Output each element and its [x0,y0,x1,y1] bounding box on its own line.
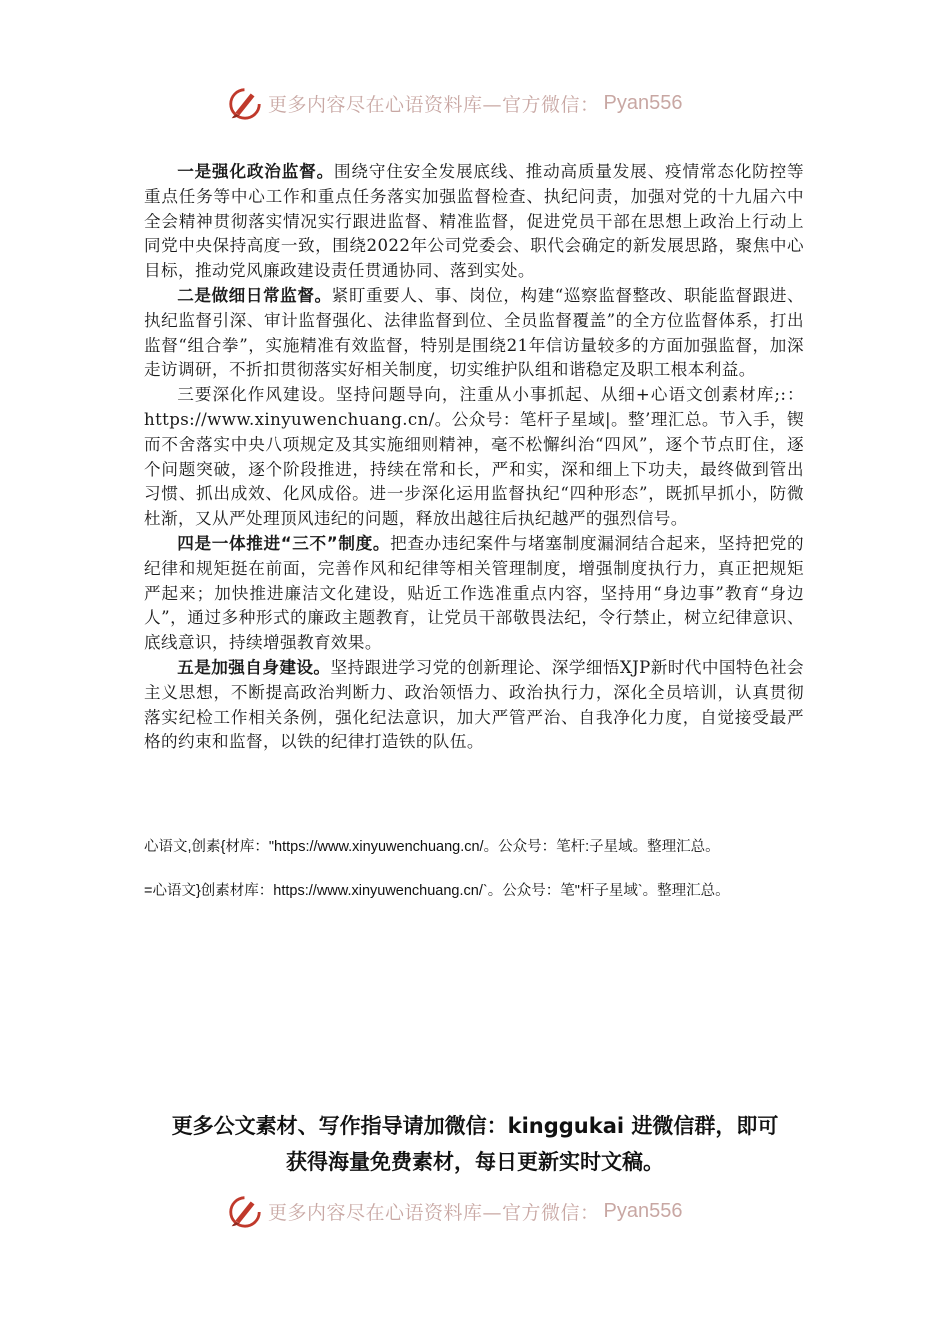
promo-block [100,1108,850,1180]
paragraph-text: 把查办违纪案件与堵塞制度漏洞结合起来，坚持把党的纪律和规矩挺在前面，完善作风和纪律等相关管理制度，增强制度执行力，真正把规矩严起来；加快推进廉洁文化建设，贴近工作选准重点内容，坚持用“身边事”教育“身边人”，通过多种形式的廉政主题教育，让党员干部敬畏法纪，令行禁止，树立纪律意识、底线意识，持续增强教育效果。 [144,533,804,653]
source-note: 心语文,创素{材库："https://www.xinyuwenchuang.cn/。公众号：笔杆:子星域。整理汇总。 [144,839,720,855]
paragraph-lead: 一是强化政治监督。 [177,162,334,181]
paragraph-daily-supervision [144,284,804,383]
document-body [144,160,804,755]
paragraph-political-supervision [144,160,804,284]
paragraph-lead: 四是一体推进“三不”制度。 [177,533,391,553]
header-banner [226,80,746,126]
footer-banner [226,1188,746,1234]
paragraph-text: 三要深化作风建设。坚持问题导向，注重从小事抓起、从细+心语文创素材库;:：https://www.xinyuwenchuang.cn/。公众号：笔杆子星域|。整’理汇总。节入手，锲而不舍落实中央八项规定及其实施细则精神，毫不松懈纠治“四风”，逐个节点盯住，逐个问题突破，逐个阶段推进，持续在常和长，严和实，深和细上下功夫，最终做到管出习惯、抓出成效、化风成俗。进一步深化运用监督执纪“四种形态”，既抓早抓小，防微杜渐，又从严处理顶风违纪的问题，释放出越往后执纪越严的强烈信号。 [144,385,804,529]
paragraph-lead: 五是加强自身建设。 [177,657,331,677]
paragraph-text: 围绕守住安全发展底线、推动高质量发展、疫情常态化防控等重点任务等中心工作和重点任务落实加强监督检查、执纪问责，加强对党的十九届六中全会精神贯彻落实情况实行跟进监督、精准监督，促进党员干部在思想上政治上行动上同党中央保持高度一致，围绕2022年公司党委会、职代会确定的新发展思路，聚焦中心目标，推动党风廉政建设责任贯通协同、落到实处。 [144,162,804,281]
paragraph-text: 坚持跟进学习党的创新理论、深学细悟XJP新时代中国特色社会主义思想，不断提高政治判断力、政治领悟力、政治执行力，深化全员培训，认真贯彻落实纪检工作相关条例，强化纪法意识，加大严管严治、自我净化力度，自觉接受最严格的约束和监督，以铁的纪律打造铁的队伍。 [144,657,804,752]
paragraph-three-nos [144,532,804,656]
paragraph-work-style [144,383,804,532]
footer-wechat-id: Pyan556 [603,1199,683,1222]
promo-line: 获得海量免费素材，每日更新实时文稿。 [286,1150,664,1174]
brush-logo-icon [226,84,264,122]
paragraph-text: 紧盯重要人、事、岗位，构建“巡察监督整改、职能监督跟进、执纪监督引深、审计监督强化、法律监督到位、全员监督覆盖”的全方位监督体系，打出监督“组合拳”，实施精准有效监督，特别是围绕21年信访量较多的方面加强监督，加深走访调研，不折扣贯彻落实好相关制度，切实维护队组和谐稳定及职工根本利益。 [144,285,804,380]
header-wechat-id: Pyan556 [603,91,683,114]
source-note: =心语文}创素材库：https://www.xinyuwenchuang.cn/`。公众号：笔"杆子星域`。整理汇总。 [144,883,730,899]
promo-line: 更多公文素材、写作指导请加微信：kinggukai 进微信群，即可 [171,1114,779,1138]
footer-banner-text: 更多内容尽在心语资料库—官方微信： [268,1201,600,1224]
header-banner-text: 更多内容尽在心语资料库—官方微信： [268,93,600,116]
paragraph-self-building [144,656,804,755]
brush-logo-icon [226,1192,264,1230]
paragraph-lead: 二是做细日常监督。 [177,285,332,305]
